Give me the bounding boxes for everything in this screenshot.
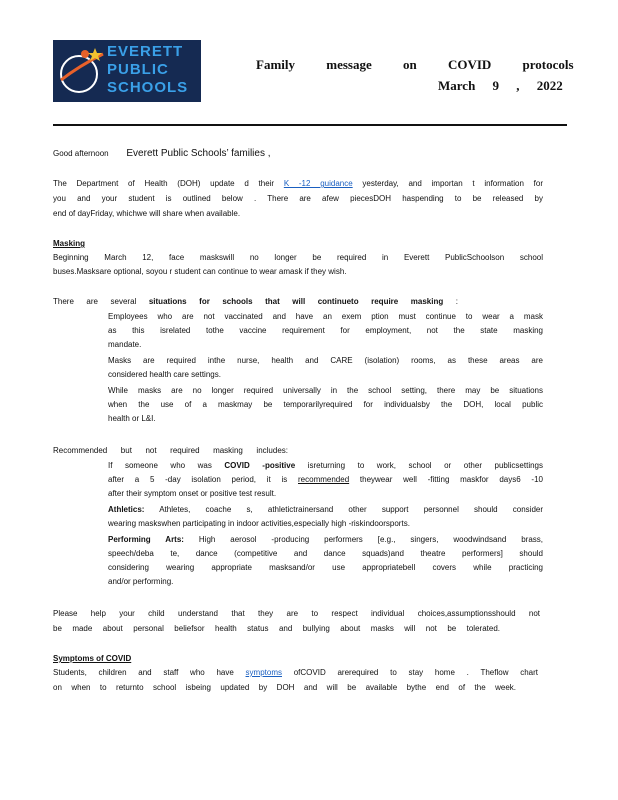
masking-heading: Masking — [53, 239, 86, 248]
district-logo — [53, 40, 201, 102]
recommended-3-line-2: speech/deba te, dance (competitive and dance squads)and theatre performers] should — [108, 549, 543, 558]
recommended-2-line-1 — [108, 504, 543, 516]
intro-text: yesterday, and importan t information for — [362, 179, 543, 188]
greeting — [53, 148, 543, 160]
recommended-3-line-4: and/or performing. — [108, 577, 174, 586]
recommended-1-line-1 — [108, 460, 543, 472]
intro-line-1 — [53, 178, 543, 190]
symptoms-heading: Symptoms of COVID — [53, 654, 132, 663]
situations-intro-text: There are several — [53, 297, 137, 306]
rec2-text: Athletes, coache s, athletictrainersand other support personnel should consider — [159, 505, 544, 514]
recommended-3-line-3: considering wearing appropriate masksand/or use appropriatebell covers while practicing — [108, 563, 543, 572]
k12-guidance-link[interactable]: K -12 guidance — [283, 179, 353, 188]
star-figure-icon — [55, 44, 107, 100]
greeting-lead: Good afternoon — [53, 149, 109, 158]
rec1-text: If someone who was — [108, 461, 212, 470]
rec3-text: High aerosol -producing performers [e.g., singers, woodwindsand brass, — [198, 535, 543, 544]
symptoms-text: Students, children and staff who have — [53, 668, 234, 677]
respect-line-2: be made about personal beliefsor health status and bullying about masks will not be tolerated. — [53, 624, 500, 633]
symptoms-line-1 — [53, 667, 538, 679]
athletics-label: Athletics: — [108, 505, 145, 514]
rec1-recommended: recommended — [298, 475, 350, 484]
logo-text-line2: PUBLIC — [107, 61, 169, 78]
masking-line-2: buses.Masksare optional, soyou r student can continue to wear amask if they wish. — [53, 267, 347, 276]
header-divider — [53, 124, 567, 126]
recommended-1-line-2 — [108, 474, 543, 486]
situation-2-line-2: considered health care settings. — [108, 370, 221, 379]
situation-1-line-3: mandate. — [108, 340, 142, 349]
performing-arts-label: Performing Arts: — [108, 535, 184, 544]
recommended-2-line-2: wearing maskswhen participating in indoor activities,especially high -riskindoorsports. — [108, 519, 410, 528]
recommended-3-line-1 — [108, 534, 543, 546]
greeting-name: Everett Public Schools’ families , — [126, 148, 271, 159]
intro-text: The Department of Health (DOH) update d their — [53, 179, 275, 188]
document-title: Family message on COVID protocols — [256, 57, 574, 72]
rec1-text: after a 5 -day isolation period, it is — [108, 475, 288, 484]
symptoms-line-2: on when to returnto school isbeing updated by DOH and will be available bythe end of the week. — [53, 683, 516, 692]
rec1-text: isreturning to work, school or other publicsettings — [307, 461, 543, 470]
situations-intro-colon: : — [455, 297, 458, 306]
situations-intro — [53, 296, 458, 308]
logo-text-line1: EVERETT — [107, 43, 184, 60]
intro-line-2: you and your student is outlined below . There are afew piecesDOH haspending to be released by — [53, 194, 543, 203]
situation-3-line-1: While masks are no longer required universally in the school setting, there may be situations — [108, 386, 543, 395]
situations-intro-bold: situations for schools that will continueto require masking — [148, 297, 444, 306]
situation-1-line-2: as this isrelated tothe vaccine requirement for employment, not the state masking — [108, 326, 543, 335]
masking-line-1: Beginning March 12, face maskswill no longer be required in Everett PublicSchoolson school — [53, 253, 543, 262]
logo-text-line3: SCHOOLS — [107, 79, 189, 96]
symptoms-text: ofCOVID arerequired to stay home . Theflow chart — [293, 668, 538, 677]
document-date: March 9 , 2022 — [438, 78, 563, 93]
symptoms-link[interactable]: symptoms — [245, 668, 282, 677]
recommended-intro: Recommended but not required masking includes: — [53, 446, 288, 455]
situation-2-line-1: Masks are required inthe nurse, health and CARE (isolation) rooms, as these areas are — [108, 356, 543, 365]
recommended-1-line-3: after their symptom onset or positive test result. — [108, 489, 277, 498]
situation-1-line-1: Employees who are not vaccinated and have an exem ption must continue to wear a mask — [108, 312, 543, 321]
rec1-covid-positive: COVID -positive — [224, 461, 296, 470]
rec1-text: theywear well -fitting maskfor days6 -10 — [359, 475, 543, 484]
respect-line-1: Please help your child understand that they are to respect individual choices,assumptionsshould not — [53, 609, 540, 618]
intro-line-3: end of dayFriday, whichwe will share when available. — [53, 209, 241, 218]
situation-3-line-2: when the use of a maskmay be temporarilyrequired for individualsby the DOH, local public — [108, 400, 543, 409]
situation-3-line-3: health or L&I. — [108, 414, 156, 423]
